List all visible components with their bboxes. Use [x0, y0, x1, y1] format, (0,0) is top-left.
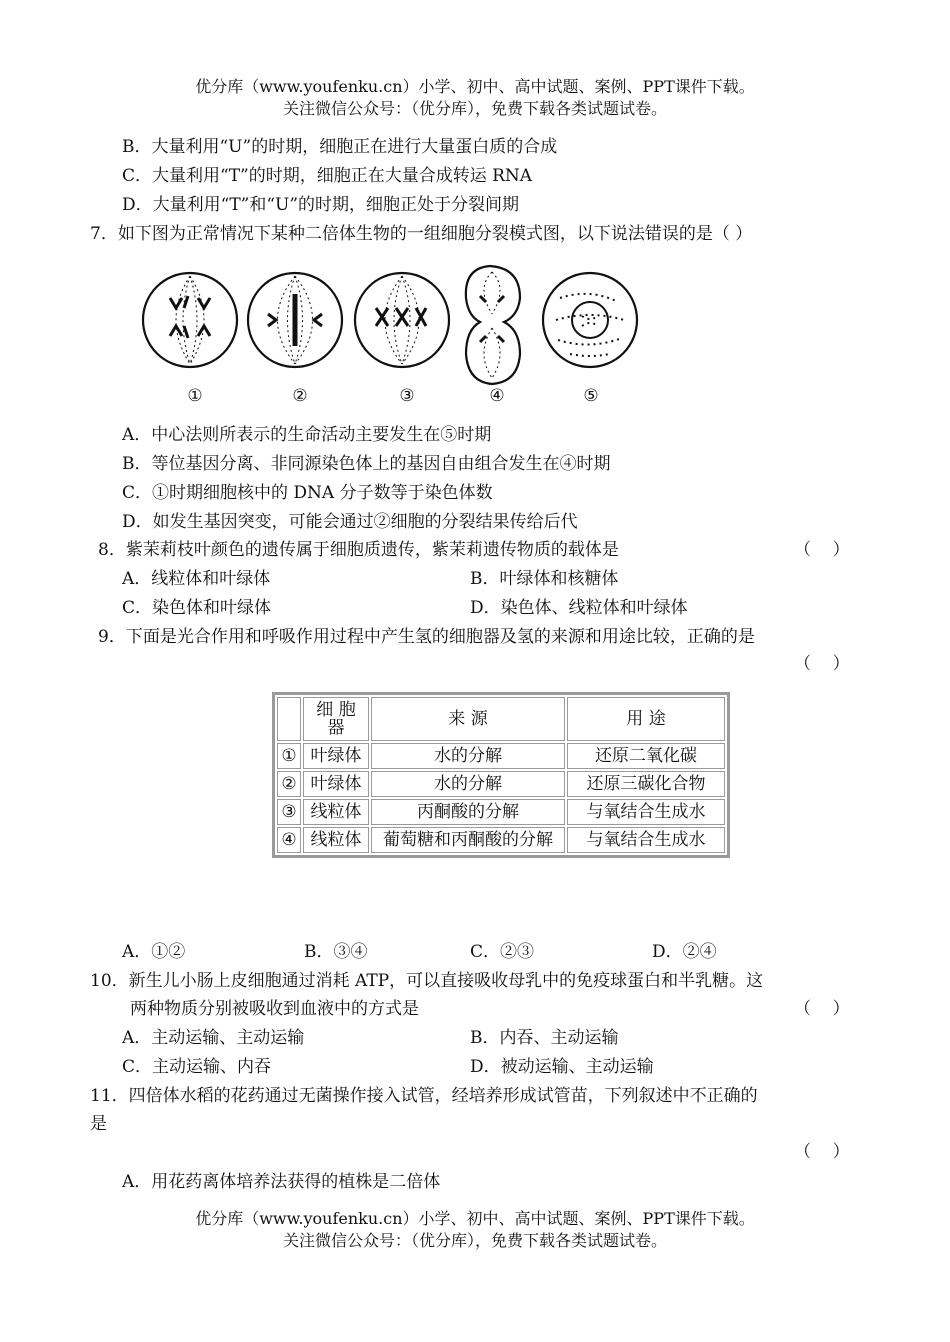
table-cell: ④	[277, 827, 301, 853]
q8-option-b: B．叶绿体和核糖体	[470, 569, 619, 589]
table-row	[277, 799, 725, 825]
figure-label-2: ②	[292, 386, 308, 406]
table-cell: 叶绿体	[303, 771, 369, 797]
table-cell: 还原三碳化合物	[567, 771, 725, 797]
table-header-row	[277, 697, 725, 741]
table-header-cell: 来 源	[371, 697, 565, 741]
q9-option-b: B．③④	[304, 942, 368, 962]
q10-answer-paren: （ ）	[794, 999, 850, 1019]
q7-stem: 7．如下图为正常情况下某种二倍体生物的一组细胞分裂模式图，以下说法错误的是（ ）	[90, 224, 753, 244]
table-row	[277, 827, 725, 853]
q8-option-c: C．染色体和叶绿体	[122, 598, 272, 618]
table-cell: ②	[277, 771, 301, 797]
q6-option-d: D．大量利用“T”和“U”的时期，细胞正处于分裂间期	[122, 195, 520, 215]
table-cell: ①	[277, 743, 301, 769]
q9-option-c: C．②③	[470, 942, 535, 962]
cell-2-diagram	[248, 273, 342, 367]
q7-option-c: C．①时期细胞核中的 DNA 分子数等于染色体数	[122, 483, 493, 503]
q8-stem: 8．紫茉莉枝叶颜色的遗传属于细胞质遗传，紫茉莉遗传物质的载体是	[98, 540, 619, 560]
page-header-line2: 关注微信公众号：（优分库），免费下载各类试题试卷。	[282, 99, 667, 118]
q6-option-b: B．大量利用“U”的时期，细胞正在进行大量蛋白质的合成	[122, 137, 558, 157]
table-header-cell	[277, 697, 301, 741]
table-cell: 叶绿体	[303, 743, 369, 769]
q7-option-d: D．如发生基因突变，可能会通过②细胞的分裂结果传给后代	[122, 512, 578, 532]
q7-option-a: A．中心法则所表示的生命活动主要发生在⑤时期	[122, 425, 492, 445]
q8-option-a: A．线粒体和叶绿体	[122, 569, 271, 589]
q8-option-d: D．染色体、线粒体和叶绿体	[470, 598, 688, 618]
table-cell: 水的分解	[371, 743, 565, 769]
figure-label-5: ⑤	[583, 386, 599, 406]
table-cell: 葡萄糖和丙酮酸的分解	[371, 827, 565, 853]
figure-label-1: ①	[187, 386, 203, 406]
q9-option-a: A．①②	[122, 942, 186, 962]
q10-stem-line2: 两种物质分别被吸收到血液中的方式是	[130, 999, 419, 1019]
cell-3-diagram	[355, 273, 449, 367]
table-header-cell: 用 途	[567, 697, 725, 741]
table-cell: 与氧结合生成水	[567, 827, 725, 853]
q10-option-b: B．内吞、主动运输	[470, 1028, 619, 1048]
q11-option-a: A．用花药离体培养法获得的植株是二倍体	[122, 1172, 441, 1192]
q11-answer-paren: （ ）	[794, 1142, 850, 1162]
page-footer-line1: 优分库（www.youfenku.cn）小学、初中、高中试题、案例、PPT课件下载。	[195, 1209, 755, 1228]
q9-comparison-table	[272, 692, 730, 858]
table-header-cell: 细 胞 器	[303, 697, 369, 741]
q10-stem-line1: 10．新生儿小肠上皮细胞通过消耗 ATP，可以直接吸收母乳中的免疫球蛋白和半乳糖。这	[90, 971, 764, 991]
figure-label-4: ④	[489, 386, 505, 406]
q7-option-b: B．等位基因分离、非同源染色体上的基因自由组合发生在④时期	[122, 454, 611, 474]
cell-4-diagram	[466, 266, 520, 384]
page-footer-line2: 关注微信公众号：（优分库），免费下载各类试题试卷。	[282, 1231, 667, 1250]
table-cell: ③	[277, 799, 301, 825]
q9-stem: 9．下面是光合作用和呼吸作用过程中产生氢的细胞器及氢的来源和用途比较，正确的是	[98, 627, 755, 647]
q11-stem-line1: 11．四倍体水稻的花药通过无菌操作接入试管，经培养形成试管苗，下列叙述中不正确的	[90, 1086, 758, 1106]
table-cell: 线粒体	[303, 827, 369, 853]
table-cell: 水的分解	[371, 771, 565, 797]
table-cell: 还原二氧化碳	[567, 743, 725, 769]
q11-stem-line2: 是	[90, 1114, 107, 1134]
table-row	[277, 743, 725, 769]
q9-answer-paren: （ ）	[794, 654, 850, 674]
q6-option-c: C．大量利用“T”的时期，细胞正在大量合成转运 RNA	[122, 166, 533, 186]
q8-answer-paren: （ ）	[794, 540, 850, 560]
page-header-line1: 优分库（www.youfenku.cn）小学、初中、高中试题、案例、PPT课件下载。	[195, 77, 755, 96]
q10-option-a: A．主动运输、主动运输	[122, 1028, 305, 1048]
q10-option-c: C．主动运输、内吞	[122, 1057, 272, 1077]
table-cell: 丙酮酸的分解	[371, 799, 565, 825]
figure-label-3: ③	[399, 386, 415, 406]
q9-option-d: D．②④	[652, 942, 717, 962]
q10-option-d: D．被动运输、主动运输	[470, 1057, 654, 1077]
cell-5-diagram	[543, 273, 637, 367]
cell-1-diagram	[143, 273, 237, 367]
table-cell: 与氧结合生成水	[567, 799, 725, 825]
table-cell: 线粒体	[303, 799, 369, 825]
table-row	[277, 771, 725, 797]
